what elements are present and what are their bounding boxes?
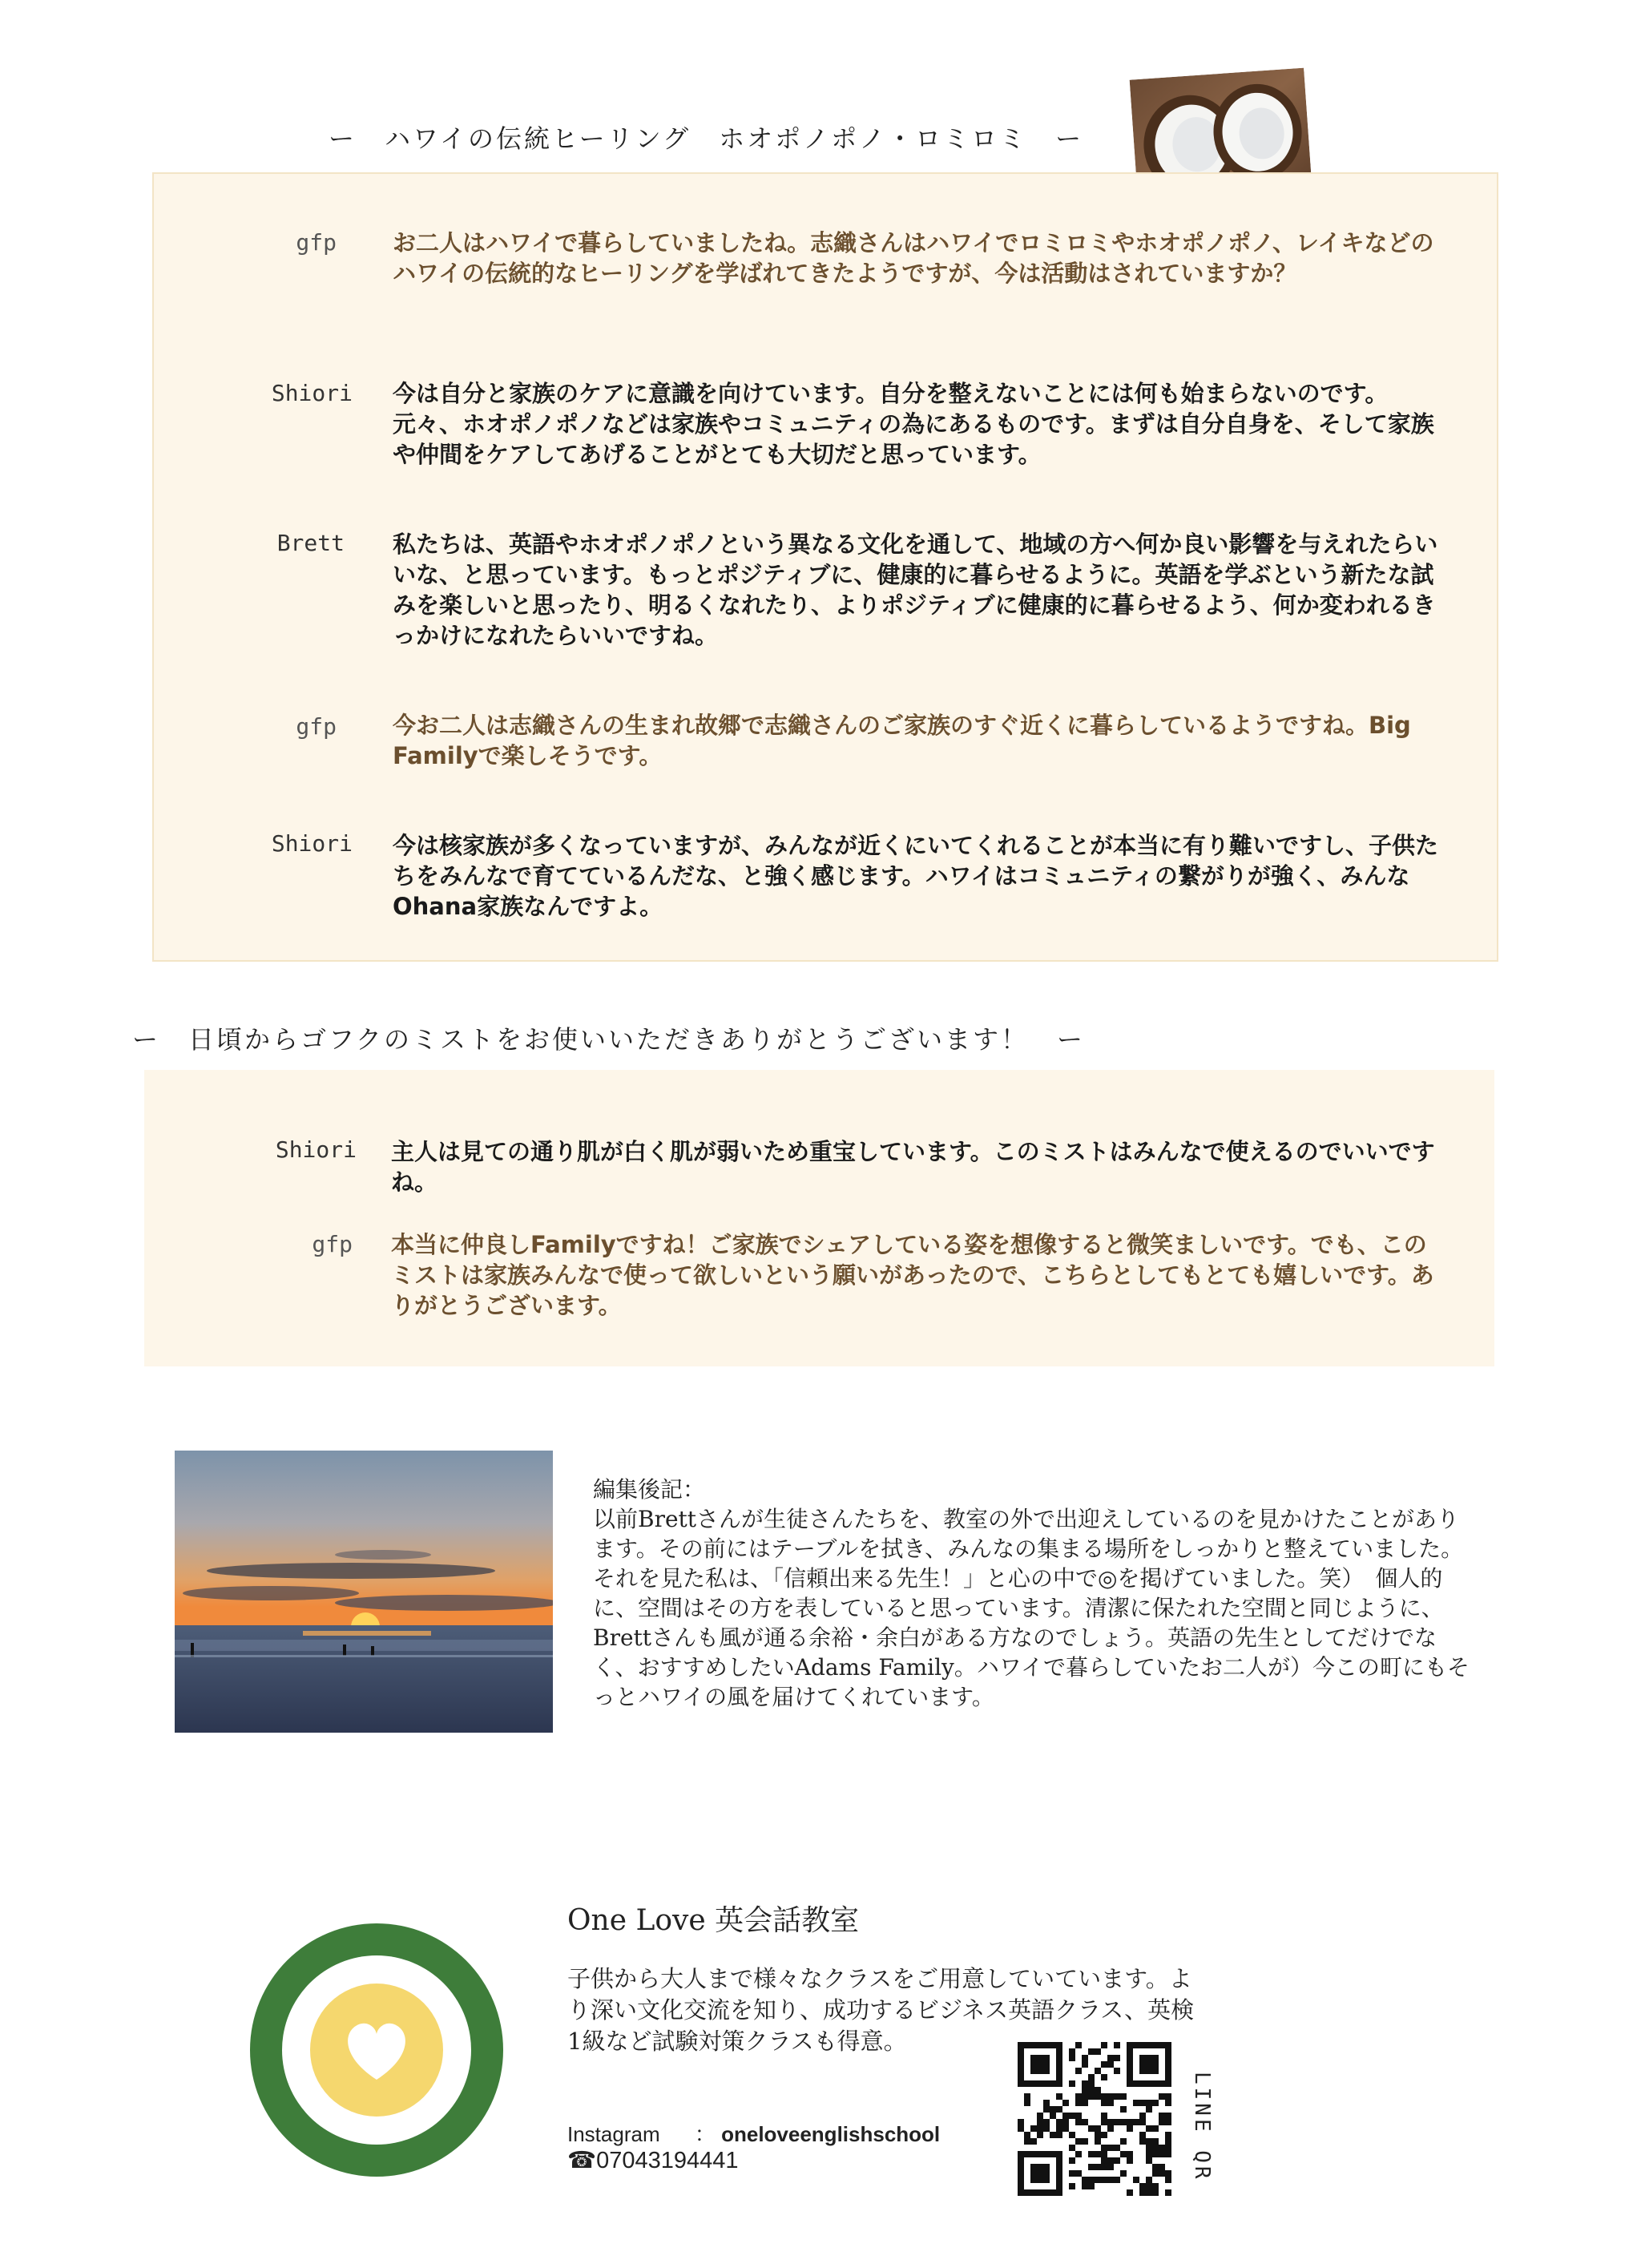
speaker-label: Brett (276, 530, 345, 556)
school-name: One Love 英会話教室 (567, 1904, 860, 1937)
speaker-label: Shiori (271, 380, 353, 406)
dialogue-text: 本当に仲良しFamilyですね！ご家族でシェアしている姿を想像すると微笑ましいです。でも、このミストは家族みんなで使って欲しいという願いがあったので、こちらとしてもとても嬉しいです。ありがとうございます。 (391, 1231, 1434, 1319)
school-description: 子供から大人まで様々なクラスをご用意していています。より深い文化交流を知り、成功するビジネス英語クラス、英検1級など試験対策クラスも得意。 (567, 1965, 1195, 2055)
section-title-mist: ー 日頃からゴフクのミストをお使いいただきありがとうございます！ ー (132, 1024, 1086, 1055)
sunset-photo (175, 1451, 553, 1733)
dialogue-text: 今お二人は志織さんの生まれ故郷で志織さんのご家族のすぐ近くに暮らしているようですね。Big Familyで楽しそうです。 (393, 712, 1411, 769)
line-qr-code[interactable] (1018, 2042, 1171, 2196)
qr-label: LINE QR (1190, 2072, 1214, 2182)
dialogue-text: 主人は見ての通り肌が白く肌が弱いため重宝しています。このミストはみんなで使えるのでいいですね。 (391, 1138, 1435, 1196)
instagram-row (567, 2118, 940, 2148)
dialogue-text: 私たちは、英語やホオポノポノという異なる文化を通して、地域の方へ何か良い影響を与えれたらいいな、と思っています。もっとポジティブに、健康的に暮らせるように。英語を学ぶという新たな試みを楽しいと思ったり、明るくなれたり、よりポジティブに健康的に暮らせるよう、何か変われるきっかけになれたらいいですね。 (393, 531, 1438, 649)
speaker-label: Shiori (275, 1136, 357, 1163)
instagram-handle[interactable]: oneloveenglishschool (721, 2122, 941, 2146)
dialogue-text: お二人はハワイで暮らしていましたね。志織さんはハワイでロミロミやホオポノポノ、レイキなどのハワイの伝統的なヒーリングを学ばれてきたようですが、今は活動はされていますか？ (393, 229, 1434, 287)
editor-note-heading: 編集後記： (593, 1476, 706, 1503)
phone-number[interactable]: ☎07043194441 (567, 2148, 739, 2173)
speaker-label: gfp (312, 1231, 353, 1257)
editor-note-body: 以前Brettさんが生徒さんたちを、教室の外で出迎えしているのを見かけたことがあります。その前にはテーブルを拭き、みんなの集まる場所をしっかりと整えていました。それを見た私は、「信頼出来る先生！」と心の中で◎を掲げていました。笑） 個人的に、空間はその方を表していると思っています。清潔に保たれた空間と同じように、Brettさんも風が通る余裕・余白がある方なのでしょう。英語の先生としてだけでなく、おすすめしたいAdams Family。ハワイで暮らしていたお二人が）今この町にもそっとハワイの風を届けてくれています。 (593, 1506, 1470, 1710)
speaker-label: gfp (296, 229, 337, 256)
heart-logo (248, 1922, 505, 2178)
mist-interview-panel (144, 1070, 1494, 1366)
instagram-label: Instagram (567, 2122, 660, 2146)
speaker-label: gfp (296, 713, 337, 740)
dialogue-text: 今は自分と家族のケアに意識を向けています。自分を整えないことには何も始まらないのです。元々、ホオポノポノなどは家族やコミュニティの為にあるものです。まずは自分自身を、そして家族や仲間をケアしてあげることがとても大切だと思っています。 (393, 380, 1434, 468)
speaker-label: Shiori (271, 830, 353, 857)
dialogue-text: 今は核家族が多くなっていますが、みんなが近くにいてくれることが本当に有り難いですし、子供たちをみんなで育てているんだな、と強く感じます。ハワイはコミュニティの繋がりが強く、みんなOhana家族なんですよ。 (393, 832, 1439, 920)
section-title-healing: ー ハワイの伝統ヒーリング ホオポノポノ・ロミロミ ー (329, 123, 1084, 154)
instagram-separator: ： (694, 2122, 716, 2146)
